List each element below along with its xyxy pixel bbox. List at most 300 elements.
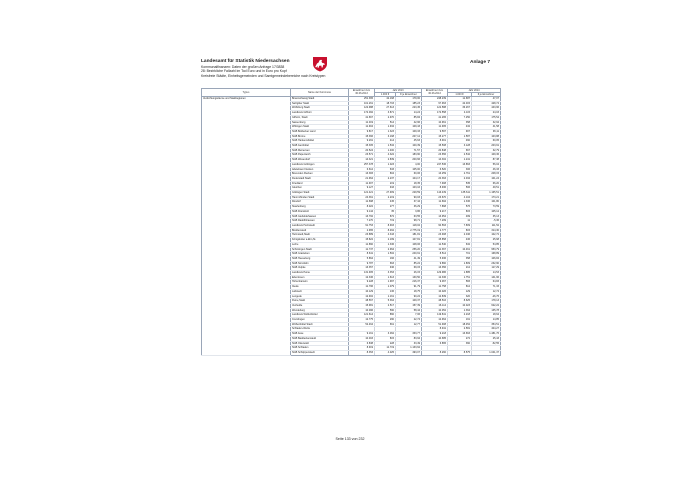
per-capita-2013-cell: 83,94: [396, 336, 422, 341]
amount-2013-cell: 514: [375, 120, 396, 125]
population-2014-cell: 97.963: [422, 101, 448, 106]
table-header: [202, 89, 501, 97]
per-capita-2014-cell: 64,83: [472, 280, 501, 285]
population-2013-cell: 11.860: [349, 242, 375, 247]
municipality-name-cell: Lahstedt: [291, 289, 349, 294]
population-2013-cell: 121.421: [349, 191, 375, 196]
amount-2013-cell: 2.219: [375, 195, 396, 200]
report-header: [201, 59, 501, 78]
population-2013-cell: 8.919: [349, 346, 375, 351]
region-type-cell: Verdichtungsräume und Stadtregionen: [202, 97, 291, 356]
population-2014-cell: 13.954: [422, 214, 448, 219]
amount-2014-cell: 272: [448, 336, 472, 341]
population-2014-cell: 8.901: [422, 139, 448, 144]
per-capita-2014-cell: 208,15: [472, 172, 501, 177]
population-2013-cell: 21.964: [349, 176, 375, 181]
per-capita-2014-cell: 47,07: [472, 97, 501, 102]
population-2013-cell: 10.003: [349, 336, 375, 341]
population-2013-cell: 20.524: [349, 148, 375, 153]
per-capita-2014-cell: 314,30: [472, 228, 501, 233]
municipality-name-cell: Landkreis Peine: [291, 271, 349, 276]
population-2013-cell: 13.383: [349, 172, 375, 177]
population-2014-cell: 11.367: [422, 247, 448, 252]
per-capita-2013-cell: 90,03: [396, 195, 422, 200]
population-2014-cell: 2.777: [422, 228, 448, 233]
population-2014-cell: 9.860: [422, 261, 448, 266]
population-2014-cell: 11.694: [422, 200, 448, 205]
amount-2014-cell: 506: [448, 186, 472, 191]
table-body: [202, 97, 501, 356]
per-capita-2014-cell: 354,51: [472, 322, 501, 327]
amount-2013-cell: 1.613: [375, 275, 396, 280]
municipality-name-cell: Gifhorn, Stadt: [291, 115, 349, 120]
per-capita-2014-cell: 102,72: [472, 233, 501, 238]
population-2014-cell: 9.218: [422, 332, 448, 337]
population-2014-cell: 41.265: [422, 115, 448, 120]
amount-2013-cell: 166: [375, 256, 396, 261]
per-capita-2014-cell: 117,29: [472, 266, 501, 271]
population-2014-cell: 10.961: [422, 120, 448, 125]
municipality-name-cell: SGB Wesendorf: [291, 158, 349, 163]
per-capita-2013-cell: 105,00: [396, 167, 422, 172]
population-2014-cell: 172.558: [422, 111, 448, 116]
amount-2014-cell: 1.809: [448, 261, 472, 266]
per-capita-2013-cell: 33,49: [396, 341, 422, 346]
amount-2013-cell: 1.502: [375, 252, 396, 257]
amount-2013-cell: 3.062: [375, 332, 396, 337]
per-capita-2014-cell: 428,74: [472, 101, 501, 106]
municipality-name-cell: Rosdorf: [291, 200, 349, 205]
per-capita-2014-cell: 953,79: [472, 247, 501, 252]
col-header-type: Typus: [202, 89, 291, 97]
per-capita-2014-cell: 32,94: [472, 120, 501, 125]
per-capita-2013-cell: 60,06: [396, 172, 422, 177]
population-2013-cell: 12.336: [349, 275, 375, 280]
amount-2013-cell: 1.079: [375, 285, 396, 290]
per-capita-2014-cell: 87,38: [472, 158, 501, 163]
col-header-population-2014: Einwohner zum 30.06.2013: [422, 89, 448, 97]
population-2014-cell: 15.508: [422, 144, 448, 149]
population-2014-cell: 20.363: [422, 176, 448, 181]
municipality-name-cell: SGB Boldecker Land: [291, 129, 349, 134]
population-2014-cell: 23.908: [422, 233, 448, 238]
per-capita-2014-cell: 622,22: [472, 303, 501, 308]
population-2014-cell: 9.217: [422, 209, 448, 214]
municipality-name-cell: Staufenberg: [291, 205, 349, 210]
amount-2014-cell: 701: [448, 252, 472, 257]
municipality-name-cell: Duderstadt Stadt: [291, 176, 349, 181]
per-capita-2014-cell: 168,89: [472, 252, 501, 257]
per-capita-2013-cell: 12,77: [396, 322, 422, 327]
amount-2014-cell: 13.863: [448, 162, 472, 167]
population-2013-cell: 12.775: [349, 318, 375, 323]
population-2013-cell: 12.902: [349, 294, 375, 299]
population-2013-cell: 5.864: [349, 256, 375, 261]
per-capita-2013-cell: 109,43: [396, 125, 422, 130]
municipality-name-cell: Wendeburg: [291, 308, 349, 313]
population-2013-cell: 11.907: [349, 181, 375, 186]
amount-2014-cell: 13.663: [448, 332, 472, 337]
per-capita-2013-cell: 109,33: [396, 129, 422, 134]
per-capita-2014-cell: 73,59: [472, 205, 501, 210]
amount-2013-cell: 8.462: [375, 228, 396, 233]
municipality-name-cell: Landkreis Gifhorn: [291, 111, 349, 116]
municipality-name-cell: Braunschweig Stadt: [291, 97, 349, 102]
amount-2013-cell: 860: [375, 313, 396, 318]
per-capita-2013-cell: 41,49: [396, 256, 422, 261]
amount-2014-cell: 632: [448, 242, 472, 247]
municipality-name-cell: Sassenburg: [291, 120, 349, 125]
population-2013-cell: 122.988: [349, 106, 375, 111]
amount-2013-cell: 872: [375, 214, 396, 219]
col-header-amount-2014: 1.000 €: [448, 93, 472, 97]
per-capita-2013-cell: 85,22: [396, 261, 422, 266]
amount-2013-cell: 1.023: [375, 162, 396, 167]
per-capita-2014-cell: 178,13: [472, 299, 501, 304]
amount-2014-cell: 815: [448, 209, 472, 214]
per-capita-2013-cell: 100,39: [396, 144, 422, 149]
population-2014-cell: 8.514: [422, 252, 448, 257]
population-2013-cell: 11.698: [349, 200, 375, 205]
amount-2013-cell: 5.364: [375, 299, 396, 304]
amount-2013-cell: 1.323: [375, 129, 396, 134]
population-2014-cell: 90.563: [422, 223, 448, 228]
amount-2013-cell: 2.970: [375, 115, 396, 120]
municipality-name-cell: SGB Heeseberg: [291, 256, 349, 261]
amount-2013-cell: 8.903: [375, 223, 396, 228]
amount-2014-cell: 499: [448, 214, 472, 219]
per-capita-2013-cell: 45,63: [396, 139, 422, 144]
per-capita-2014-cell: 14,53: [472, 271, 501, 276]
amount-2013-cell: 3.871: [375, 111, 396, 116]
amount-2013-cell: 719: [375, 219, 396, 224]
col-header-amount-2013: 1.000 €: [375, 93, 396, 97]
municipality-name-cell: SGB Isenbüttel: [291, 144, 349, 149]
amount-2014-cell: 1.885: [448, 271, 472, 276]
per-capita-2013-cell: 107,81: [396, 238, 422, 243]
amount-2013-cell: 943: [375, 186, 396, 191]
population-2013-cell: 15.981: [349, 303, 375, 308]
population-2014-cell: 9.067: [422, 280, 448, 285]
amount-2014-cell: 2.542: [448, 153, 472, 158]
per-capita-2014-cell: 111,52: [472, 223, 501, 228]
municipality-name-cell: Hann.Münden Stadt: [291, 195, 349, 200]
per-capita-2013-cell: 207,12: [396, 134, 422, 139]
amount-2014-cell: 135.611: [448, 191, 472, 196]
amount-2014-cell: 815: [448, 228, 472, 233]
per-capita-2013-cell: 108,06: [396, 242, 422, 247]
per-capita-2014-cell: 175,54: [472, 115, 501, 120]
population-2013-cell: 13.792: [349, 214, 375, 219]
amount-2014-cell: 129: [448, 289, 472, 294]
amount-2014-cell: 4.104: [448, 195, 472, 200]
amount-2013-cell: 3.353: [375, 271, 396, 276]
per-capita-2014-cell: 173,21: [472, 195, 501, 200]
per-capita-2014-cell: 56,04: [472, 162, 501, 167]
amount-2013-cell: 27.613: [375, 106, 396, 111]
per-capita-2013-cell: 493,07: [396, 350, 422, 355]
amount-2013-cell: 1.997: [375, 280, 396, 285]
amount-2014-cell: 2.034: [448, 176, 472, 181]
amount-2013-cell: 1.161: [375, 294, 396, 299]
amount-2013-cell: 946: [375, 266, 396, 271]
amount-2013-cell: 815: [375, 336, 396, 341]
per-capita-2013-cell: 22,74: [396, 318, 422, 323]
municipality-name-cell: Ilsede: [291, 285, 349, 290]
per-capita-2013-cell: 130,50: [396, 275, 422, 280]
amount-2013-cell: 4.025: [375, 350, 396, 355]
per-capita-2014-cell: 1.041,37: [472, 350, 501, 355]
population-2013-cell: 91.753: [349, 223, 375, 228]
population-2013-cell: 8.353: [349, 350, 375, 355]
amount-2014-cell: 306: [448, 167, 472, 172]
per-capita-2014-cell: 35,13: [472, 214, 501, 219]
population-2013-cell: 23.571: [349, 153, 375, 158]
municipality-name-cell: Wolfenbüttel Stadt: [291, 322, 349, 327]
per-capita-2014-cell: 106,84: [472, 256, 501, 261]
municipality-name-cell: Landkreis Wolfenbüttel: [291, 313, 349, 318]
population-2014-cell: 129.986: [422, 271, 448, 276]
amount-2013-cell: 219: [375, 181, 396, 186]
per-capita-2013-cell: 181,81: [396, 233, 422, 238]
lower-saxony-crest-icon: [312, 56, 328, 72]
per-capita-2013-cell: 216,37: [396, 280, 422, 285]
amount-2014-cell: 2.046: [448, 233, 472, 238]
report-subtitle: Kommunalfinanzen: Daten der großen Anfrage 17/3838: [201, 65, 285, 69]
population-2013-cell: 9.817: [349, 129, 375, 134]
annex-label: Anlage 7: [470, 60, 490, 65]
population-2014-cell: 16.114: [422, 303, 448, 308]
amount-2014-cell: 8.625: [448, 299, 472, 304]
municipality-name-cell: SGB Grasleben: [291, 252, 349, 257]
amount-2014-cell: 4.115: [448, 111, 472, 116]
amount-2014-cell: 812: [448, 285, 472, 290]
per-capita-2013-cell: 2.775,19: [396, 228, 422, 233]
amount-2013-cell: 1.934: [375, 125, 396, 130]
amount-2014-cell: 1.241: [448, 158, 472, 163]
per-capita-2013-cell: 36,29: [396, 205, 422, 210]
municipality-name-cell: Vechelde: [291, 303, 349, 308]
per-capita-2014-cell: 109,36: [472, 153, 501, 158]
amount-2014-cell: 8.575: [448, 350, 472, 355]
population-2013-cell: 9.228: [349, 280, 375, 285]
municipality-name-cell: SGB Gieboldehausen: [291, 214, 349, 219]
population-2013-cell: 7.270: [349, 219, 375, 224]
municipality-name-cell: Salzgitter Stadt: [291, 101, 349, 106]
population-2014-cell: 116.439: [422, 191, 448, 196]
per-capita-2013-cell: 229,59: [396, 191, 422, 196]
per-capita-2014-cell: 404,27: [472, 327, 501, 332]
population-2013-cell: 11.737: [349, 247, 375, 252]
per-capita-2013-cell: 185,23: [396, 101, 422, 106]
municipality-name-cell: SGB Hankensbüttel: [291, 139, 349, 144]
municipality-name-cell: Adelebsen Flecken: [291, 167, 349, 172]
per-capita-2013-cell: 7,06: [396, 313, 422, 318]
population-2013-cell: 257.378: [349, 162, 375, 167]
population-2014-cell: 6.865: [422, 341, 448, 346]
per-capita-2013-cell: 90,22: [396, 294, 422, 299]
municipality-name-cell: SGB Brome: [291, 134, 349, 139]
amount-2014-cell: 576: [448, 205, 472, 210]
municipality-name-cell: SGB Oderwald: [291, 341, 349, 346]
population-2014-cell: 12.336: [422, 275, 448, 280]
amount-2014-cell: 535: [448, 181, 472, 186]
per-capita-2014-cell: 12,74: [472, 289, 501, 294]
per-capita-2014-cell: 101,80: [472, 200, 501, 205]
per-capita-2013-cell: 18,35: [396, 181, 422, 186]
col-header-year-2014: Jahr 2014: [448, 89, 501, 93]
per-capita-2013-cell: 4,00: [396, 162, 422, 167]
municipality-name-cell: SGB Radolfshausen: [291, 219, 349, 224]
per-capita-2013-cell: 42,96: [396, 120, 422, 125]
population-2013-cell: 9.291: [349, 139, 375, 144]
amount-2014-cell: 432: [448, 125, 472, 130]
municipality-name-cell: SGB Schladen: [291, 346, 349, 351]
amount-2014-cell: 583: [448, 280, 472, 285]
per-capita-2014-cell: 54,85: [472, 242, 501, 247]
amount-2014-cell: 460: [448, 139, 472, 144]
municipality-name-cell: SGB Meinersen: [291, 148, 349, 153]
population-2014-cell: 8.260: [422, 350, 448, 355]
amount-2013-cell: 35: [375, 209, 396, 214]
municipality-name-cell: Königslutter a.Elm,St.: [291, 238, 349, 243]
population-2013-cell: 8.022: [349, 205, 375, 210]
population-2013-cell: 15.366: [349, 134, 375, 139]
municipality-name-cell: SGB Asse: [291, 332, 349, 337]
amount-2014-cell: 358: [448, 120, 472, 125]
amount-2013-cell: 42.168: [375, 97, 396, 102]
page-number: Seite 133 von 232: [335, 437, 365, 441]
municipality-name-cell: SGB Nord-Elm: [291, 261, 349, 266]
municipality-name-cell: Friedland: [291, 181, 349, 186]
population-2013-cell: 24.361: [349, 195, 375, 200]
population-2013-cell: 15.305: [349, 144, 375, 149]
per-capita-2013-cell: 118,02: [396, 223, 422, 228]
per-capita-2014-cell: 443,96: [472, 106, 501, 111]
per-capita-2013-cell: 26,15: [396, 271, 422, 276]
amount-2014-cell: 2.218: [448, 313, 472, 318]
amount-2014-cell: 1.751: [448, 275, 472, 280]
per-capita-2013-cell: 69,15: [396, 266, 422, 271]
per-capita-2013-cell: 14,24: [396, 111, 422, 116]
data-table-container: [201, 88, 500, 356]
population-2014-cell: 20.848: [422, 148, 448, 153]
per-capita-2013-cell: 200,66: [396, 158, 422, 163]
amount-2014-cell: 191: [448, 318, 472, 323]
municipality-name-cell: Büddenstedt: [291, 228, 349, 233]
amount-2013-cell: 136: [375, 289, 396, 294]
population-2014-cell: 12.964: [422, 318, 448, 323]
municipality-name-cell: Schladen-Werla: [291, 327, 349, 332]
per-capita-2013-cell: 109,37: [396, 299, 422, 304]
municipality-name-cell: Gleichen: [291, 186, 349, 191]
per-capita-2013-cell: 183,90: [396, 153, 422, 158]
amount-2013-cell: 445: [375, 200, 396, 205]
population-2014-cell: 6.520: [422, 167, 448, 172]
per-capita-2013-cell: 71,57: [396, 148, 422, 153]
population-2013-cell: 9.127: [349, 186, 375, 191]
municipality-name-cell: Bovenden Flecken: [291, 172, 349, 177]
amount-2013-cell: 1.400: [375, 148, 396, 153]
municipality-name-cell: Landkreis Göttingen: [291, 162, 349, 167]
amount-2014-cell: 436: [448, 238, 472, 243]
per-capita-2013-cell: 1.133,62: [396, 346, 422, 351]
agency-name: Landesamt für Statistik Niedersachsen: [201, 59, 290, 64]
population-2014-cell: 7.868: [422, 205, 448, 210]
population-2013-cell: 23.889: [349, 233, 375, 238]
population-2014-cell: 9.597: [422, 129, 448, 134]
population-2014-cell: 247.536: [422, 162, 448, 167]
municipality-name-cell: Landkreis Helmstedt: [291, 223, 349, 228]
population-2013-cell: 11.904: [349, 125, 375, 130]
population-2013-cell: 172.092: [349, 111, 375, 116]
report-topic: 28: Bezirkliche Fallzahl im Tod Euro und in Euro pro Kopf: [201, 69, 287, 74]
per-capita-2014-cell: 101,24: [472, 176, 501, 181]
per-capita-2013-cell: 240,91: [396, 252, 422, 257]
population-2013-cell: 11.019: [349, 120, 375, 125]
municipality-name-cell: Lehre: [291, 242, 349, 247]
municipality-name-cell: Wolfsburg Stadt: [291, 106, 349, 111]
population-2014-cell: 48.516: [422, 299, 448, 304]
amount-2013-cell: 804: [375, 172, 396, 177]
population-2013-cell: 10.129: [349, 289, 375, 294]
population-2013-cell: 9.787: [349, 261, 375, 266]
amount-2013-cell: 228: [375, 341, 396, 346]
per-capita-2014-cell: 49,51: [472, 186, 501, 191]
per-capita-2013-cell: 103,16: [396, 186, 422, 191]
per-capita-2013-cell: 256,20: [396, 247, 422, 252]
col-header-population-2013: Einwohner zum 30.06.2013: [349, 89, 375, 97]
amount-2014-cell: 7.250: [448, 115, 472, 120]
amount-2014-cell: 10.461: [448, 247, 472, 252]
amount-2014-cell: 11: [448, 219, 472, 224]
municipality-name-cell: Edemissen: [291, 275, 349, 280]
population-2013-cell: 8.641: [349, 252, 375, 257]
municipality-name-cell: SGB Dransfeld: [291, 209, 349, 214]
population-2014-cell: 119.841: [422, 313, 448, 318]
per-capita-2014-cell: 135,78: [472, 308, 501, 313]
municipality-name-cell: SGB Schöppenstedt: [291, 350, 349, 355]
amount-2013-cell: 27.909: [375, 191, 396, 196]
amount-2014-cell: 18.452: [448, 322, 472, 327]
population-2014-cell: 8.936: [422, 186, 448, 191]
population-2014-cell: 10.052: [422, 308, 448, 313]
population-2013-cell: 52.464: [349, 322, 375, 327]
amount-2014-cell: 42.015: [448, 101, 472, 106]
population-2013-cell: 9.144: [349, 209, 375, 214]
amount-2014-cell: 1.336: [448, 200, 472, 205]
per-capita-2014-cell: 66,20: [472, 181, 501, 186]
per-capita-2013-cell: 333,77: [396, 332, 422, 337]
population-2013-cell: 251.365: [349, 97, 375, 102]
per-capita-2014-cell: 71,33: [472, 285, 501, 290]
population-2014-cell: 11.758: [422, 285, 448, 290]
municipality-name-cell: Peine,Stadt: [291, 299, 349, 304]
population-2014-cell: 10.026: [422, 289, 448, 294]
amount-2013-cell: 1.336: [375, 242, 396, 247]
per-capita-2014-cell: 232,90: [472, 261, 501, 266]
population-2014-cell: 51.908: [422, 322, 448, 327]
col-header-per-capita-2013: € je Einwohner: [396, 93, 422, 97]
amount-2014-cell: 360: [448, 341, 472, 346]
amount-2014-cell: 2.581: [448, 327, 472, 332]
per-capita-2014-cell: 14,85: [472, 318, 501, 323]
report-scope: Kreisfreie Städte, Einheitsgemeinden und Samtgemeindebereiche nach Kreistypen: [201, 73, 326, 78]
col-header-per-capita-2014: € je Einwohner: [472, 93, 501, 97]
per-capita-2014-cell: 103,88: [472, 134, 501, 139]
population-2014-cell: 11.540: [422, 242, 448, 247]
population-2014-cell: 5.936: [422, 256, 448, 261]
